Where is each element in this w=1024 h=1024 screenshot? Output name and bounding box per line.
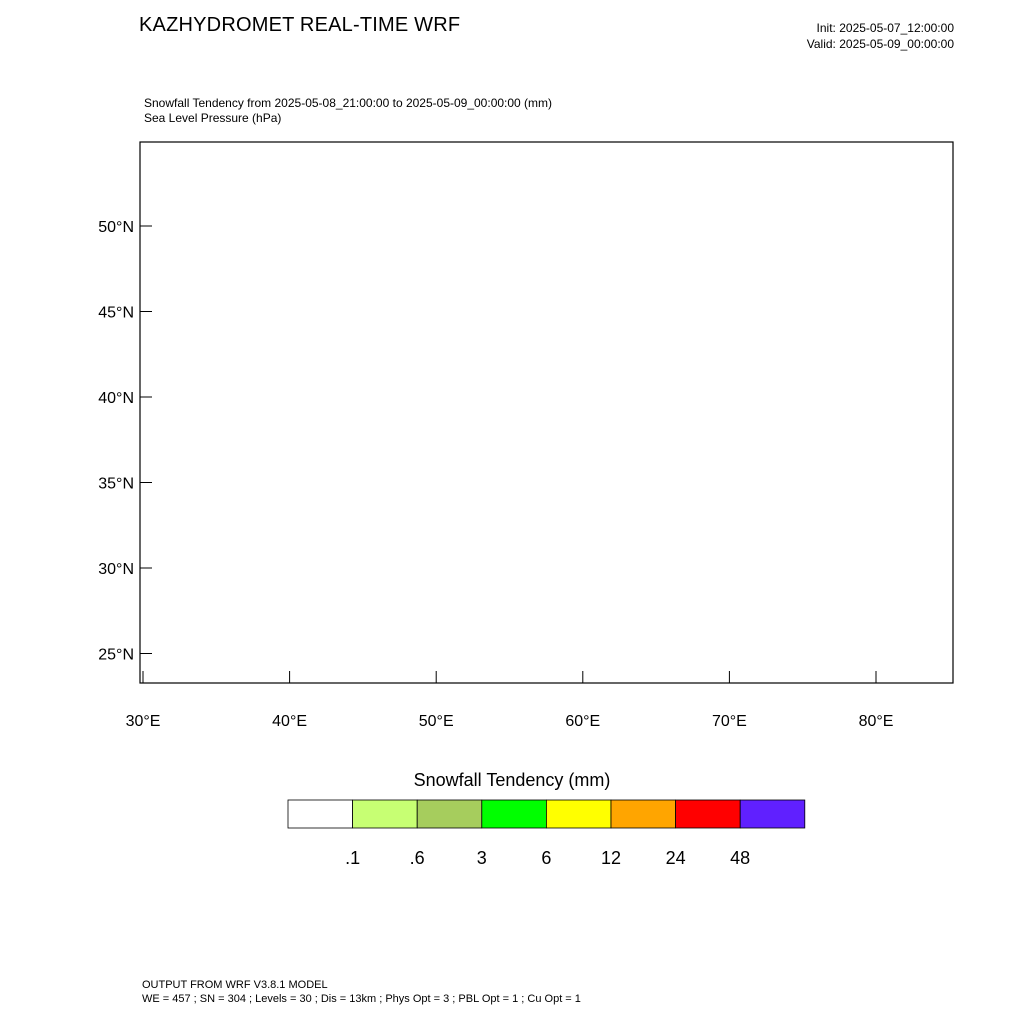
lon-tick-label: 60°E (565, 713, 601, 730)
lat-tick-label: 30°N (98, 561, 134, 578)
lat-tick-label: 35°N (98, 475, 134, 493)
lon-tick-label: 50°E (418, 713, 454, 730)
legend-swatch (740, 800, 805, 828)
legend-swatch (288, 800, 353, 828)
legend-label: .6 (409, 848, 425, 868)
lat-tick-label: 40°N (98, 390, 134, 407)
lon-tick-label: 80°E (858, 713, 894, 730)
lat-tick-label: 25°N (98, 646, 134, 664)
legend-swatch (417, 800, 482, 828)
lon-tick-label: 70°E (711, 713, 747, 730)
legend-label: .1 (345, 848, 361, 868)
legend-swatch (676, 800, 741, 828)
legend-title: Snowfall Tendency (mm) (413, 770, 611, 790)
field-subtitle-snowfall: Snowfall Tendency from 2025-05-08_21:00:00 to 2025-05-09_00:00:00 (mm) (144, 96, 553, 110)
legend-swatch (353, 800, 418, 828)
legend-label: 3 (476, 848, 487, 868)
main-title: KAZHYDROMET REAL-TIME WRF (139, 14, 461, 36)
legend-label: 24 (665, 848, 686, 868)
lat-tick-label: 50°N (98, 219, 134, 236)
axis-ticks (98, 219, 893, 730)
legend-color-bar (287, 799, 807, 829)
model-info: OUTPUT FROM WRF V3.8.1 MODEL (142, 979, 328, 991)
legend-swatch (546, 800, 611, 828)
lon-tick-label: 30°E (125, 713, 161, 730)
model-options: WE = 457 ; SN = 304 ; Levels = 30 ; Dis = 13km ; Phys Opt = 3 ; PBL Opt = 1 ; Cu Opt = 1 (142, 993, 581, 1005)
legend-swatch (611, 800, 676, 828)
valid-time: Valid: 2025-05-09_00:00:00 (806, 37, 954, 51)
init-time: Init: 2025-05-07_12:00:00 (816, 21, 954, 35)
lon-tick-label: 40°E (272, 713, 308, 730)
legend-swatch (482, 800, 547, 828)
field-subtitle-pressure: Sea Level Pressure (hPa) (144, 111, 282, 125)
lat-tick-label: 45°N (98, 304, 134, 322)
legend-label: 48 (730, 848, 751, 868)
legend-label: 6 (541, 848, 552, 868)
legend-label: 12 (600, 848, 622, 868)
map-frame (140, 142, 953, 683)
